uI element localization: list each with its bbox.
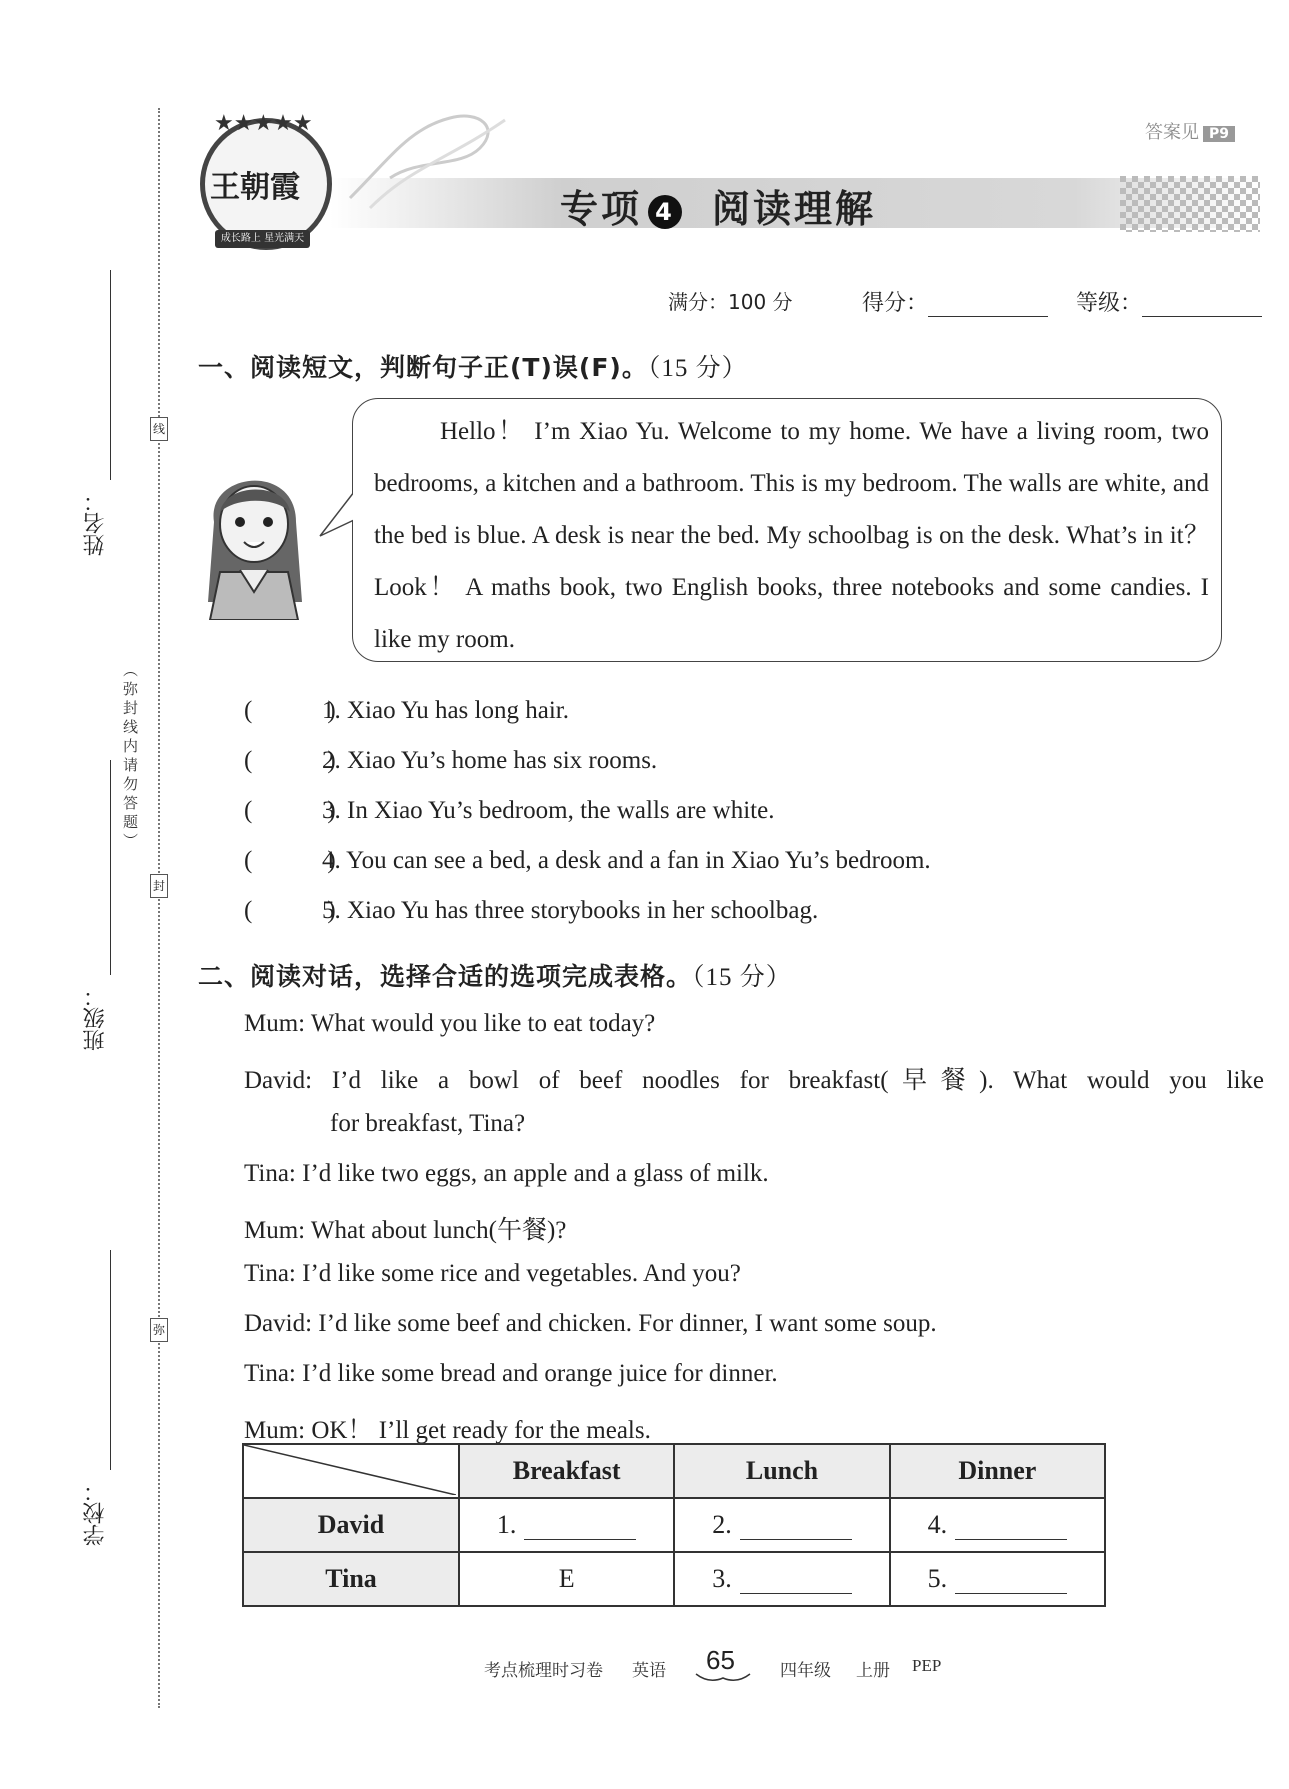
judge-question-2 <box>244 740 657 776</box>
title-number-badge: 4 <box>648 195 682 229</box>
answer-blank[interactable] <box>524 1515 636 1540</box>
binding-dotted-line <box>158 108 160 1708</box>
diagonal-line <box>244 1445 456 1495</box>
answer-paren[interactable]: ( ) <box>244 847 336 874</box>
seal-tag-line: 线 <box>150 417 168 441</box>
row-header-tina: Tina <box>243 1552 459 1606</box>
answer-ref-label: 答案见 <box>1145 122 1199 143</box>
cell-number: 5. <box>927 1564 948 1593</box>
section2-heading-text: 二、阅读对话，选择合适的选项完成表格。 <box>198 962 693 991</box>
table-cell: E <box>459 1552 674 1606</box>
checker-pattern <box>1120 176 1260 232</box>
question-text: 1. Xiao Yu has long hair. <box>322 697 569 724</box>
answer-blank[interactable] <box>955 1569 1067 1594</box>
cell-number: 2. <box>712 1510 732 1539</box>
dialogue-line-7: Tina: I’d like some bread and orange juice for dinner. <box>244 1360 778 1387</box>
svg-text:★★★★★: ★★★★★ <box>214 111 313 136</box>
name-label: 姓名： <box>83 490 108 556</box>
answer-paren[interactable]: ( ) <box>244 797 336 824</box>
logo-name: 王朝霞 <box>210 170 300 205</box>
footer-edition: PEP <box>912 1656 942 1675</box>
score-field <box>862 286 1048 317</box>
grade-label: 等级： <box>1076 291 1143 316</box>
table-cell[interactable] <box>459 1498 674 1552</box>
star-icon <box>214 108 314 138</box>
title-prefix: 专项 <box>560 187 643 231</box>
dialogue-line-4: Mum: What about lunch(午餐)? <box>244 1217 567 1244</box>
full-score: 满分：100 分 <box>668 290 793 314</box>
name-line <box>110 270 111 480</box>
judge-question-4 <box>244 840 931 876</box>
seal-tag-seal: 封 <box>150 874 168 898</box>
section2-points: （15 分） <box>692 964 792 991</box>
dialogue-line-5: Tina: I’d like some rice and vegetables. And you? <box>244 1260 741 1287</box>
dialogue-line-8: Mum: OK！ I’ll get ready for the meals. <box>244 1417 651 1444</box>
bubble-tail <box>318 490 356 540</box>
answer-paren[interactable]: ( ) <box>244 897 336 924</box>
footer-volume: 上册 <box>856 1661 890 1681</box>
page-title <box>560 178 876 233</box>
section1-points: （15 分） <box>647 355 748 382</box>
cell-number: 1. <box>496 1510 517 1539</box>
answer-paren[interactable]: ( ) <box>244 697 336 724</box>
logo-slogan: 成长路上 星光满天 <box>215 230 310 248</box>
cell-number: 3. <box>712 1564 732 1593</box>
section1-heading <box>198 348 748 384</box>
col-header-breakfast: Breakfast <box>459 1444 674 1498</box>
section2-heading <box>198 957 792 993</box>
answer-paren[interactable]: ( ) <box>244 747 336 774</box>
question-text: 3. In Xiao Yu’s bedroom, the walls are white. <box>322 797 775 824</box>
dialogue-line-2-cont: for breakfast, Tina? <box>330 1110 526 1137</box>
judge-question-1 <box>244 690 569 726</box>
school-label: 学校： <box>83 1480 108 1546</box>
school-line <box>110 1250 111 1470</box>
col-header-lunch: Lunch <box>674 1444 889 1498</box>
dialogue-line-3: Tina: I’d like two eggs, an apple and a glass of milk. <box>244 1160 769 1187</box>
table-cell[interactable] <box>890 1552 1105 1606</box>
question-text: 4. You can see a bed, a desk and a fan in Xiao Yu’s bedroom. <box>322 847 931 874</box>
title-main: 阅读理解 <box>712 187 877 231</box>
seal-note: （弥封线内请勿答题） <box>121 662 139 852</box>
table-cell[interactable] <box>674 1552 889 1606</box>
dialogue-line-2: David: I’d like a bowl of beef noodles for breakfast(早餐). What would you like <box>244 1067 1264 1094</box>
seal-tag-mi: 弥 <box>150 1318 168 1342</box>
ribbon-decoration <box>330 98 510 218</box>
answer-blank[interactable] <box>740 1515 852 1540</box>
footer-grade: 四年级 <box>780 1661 831 1681</box>
table-cell[interactable] <box>674 1498 889 1552</box>
diagonal-corner-cell <box>243 1444 459 1498</box>
answer-reference <box>1145 118 1235 144</box>
girl-illustration <box>196 452 312 620</box>
table-cell[interactable] <box>890 1498 1105 1552</box>
answer-blank[interactable] <box>740 1569 852 1594</box>
footer-book: 考点梳理时习卷 <box>484 1661 603 1681</box>
grade-field <box>1076 286 1262 317</box>
answer-page-badge: P9 <box>1203 126 1235 142</box>
table-header-row <box>243 1444 1105 1498</box>
reading-passage <box>374 406 1209 666</box>
meal-table <box>242 1443 1106 1607</box>
judge-question-5 <box>244 890 818 926</box>
question-text: 2. Xiao Yu’s home has six rooms. <box>322 747 658 774</box>
class-label: 班级： <box>83 985 108 1051</box>
row-header-david: David <box>243 1498 459 1552</box>
dialogue-line-1: Mum: What would you like to eat today? <box>244 1010 656 1037</box>
judge-question-3 <box>244 790 774 826</box>
page-number: 65 <box>706 1645 735 1675</box>
dialogue-line-6: David: I’d like some beef and chicken. For dinner, I want some soup. <box>244 1310 937 1337</box>
score-blank[interactable] <box>928 294 1048 317</box>
question-text: 5. Xiao Yu has three storybooks in her schoolbag. <box>322 897 819 924</box>
section1-heading-text: 一、阅读短文，判断句子正(T)误(F)。 <box>198 353 648 382</box>
class-line <box>110 760 111 975</box>
score-label: 得分： <box>862 291 929 316</box>
passage-text: Hello！ I’m Xiao Yu. Welcome to my home. We have a living room, two bedrooms, a kitchen and a bathroom. This is my bedroom. The walls are white, and the bed is blue. A desk is near the bed. My schoolbag is on the desk. What’s in it？ Look！ A maths book, two English books, three notebooks and some candies. I like my room. <box>374 418 1209 653</box>
cell-number: 4. <box>927 1510 948 1539</box>
answer-blank[interactable] <box>955 1515 1067 1540</box>
col-header-dinner: Dinner <box>890 1444 1105 1498</box>
grade-blank[interactable] <box>1142 294 1262 317</box>
footer-subject: 英语 <box>632 1661 666 1681</box>
table-row <box>243 1552 1105 1606</box>
table-row <box>243 1498 1105 1552</box>
